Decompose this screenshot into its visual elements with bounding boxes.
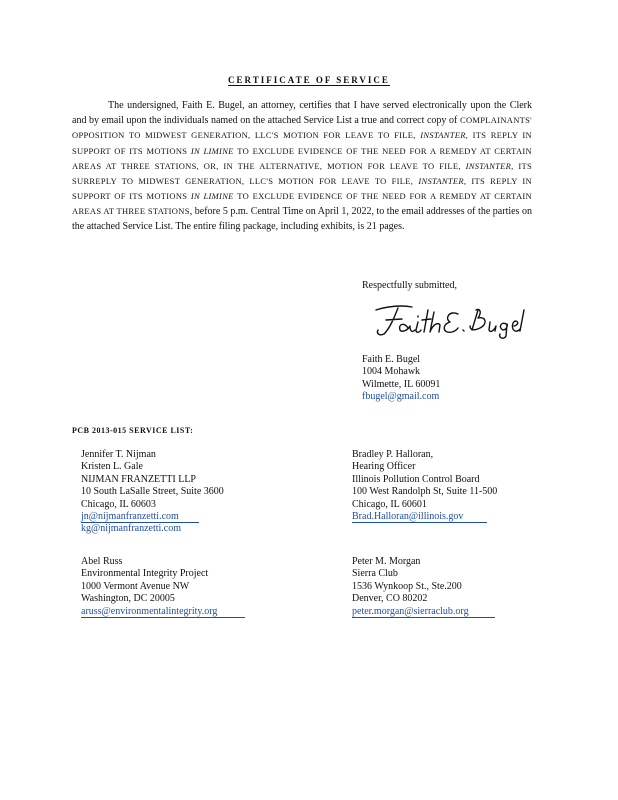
- sender-street: 1004 Mohawk: [362, 366, 421, 378]
- service-entry: [352, 556, 495, 618]
- sender-email-link[interactable]: fbugel@gmail.com: [362, 391, 440, 403]
- service-line: Bradley P. Halloran,: [352, 449, 434, 460]
- body-caps-6: TO EXCLUDE EVIDENCE OF THE NEED FOR A REMEDY AT CERTAIN AREAS AT THREE STATIONS: [72, 191, 532, 217]
- body-caps-1: COMPLAINANTS' OPPOSITION TO MIDWEST GENERATION, LLC'S MOTION FOR LEAVE TO FILE,: [72, 115, 533, 141]
- service-line: Jennifer T. Nijman: [81, 449, 156, 460]
- service-email-link[interactable]: peter.morgan@sierraclub.org: [352, 606, 495, 618]
- sender-address: [362, 354, 440, 404]
- body-italic-5: IN LIMINE: [190, 191, 234, 202]
- certificate-title: [0, 75, 618, 85]
- service-email-link[interactable]: jn@nijmanfranzetti.com: [81, 511, 199, 523]
- service-email-link[interactable]: aruss@environmentalintegrity.org: [81, 606, 245, 618]
- service-line: 100 West Randolph St, Suite 11-500: [352, 486, 498, 498]
- service-line: Sierra Club: [352, 568, 398, 580]
- body-caps-2: , ITS REPLY IN SUPPORT OF ITS MOTIONS: [72, 130, 532, 156]
- closing-phrase: Respectfully submitted,: [362, 280, 457, 291]
- service-line: NIJMAN FRANZETTI LLP: [81, 473, 196, 485]
- sender-city: Wilmette, IL 60091: [362, 378, 441, 390]
- service-line: 1536 Wynkoop St., Ste.200: [352, 580, 462, 592]
- body-caps-4: , ITS SURREPLY TO MIDWEST GENERATION, LLC'S MOTION FOR LEAVE TO FILE,: [72, 160, 533, 187]
- service-list-label: PCB 2013-015 SERVICE LIST:: [72, 426, 194, 435]
- service-line: Washington, DC 20005: [81, 593, 175, 605]
- body-caps-5: , ITS REPLY IN SUPPORT OF ITS MOTIONS: [72, 176, 532, 202]
- service-entry: [81, 556, 245, 618]
- service-line: Denver, CO 80202: [352, 593, 428, 605]
- service-email-link[interactable]: kg@nijmanfranzetti.com: [81, 523, 182, 535]
- body-italic-4: INSTANTER: [418, 176, 464, 187]
- body-intro: The undersigned, Faith E. Bugel, an attorney, certifies that I have served electronically upon the Clerk and by email upon the individuals named on the attached Service List a true and correct copy of: [72, 100, 532, 127]
- certificate-title-text: CERTIFICATE OF SERVICE: [228, 75, 390, 85]
- certificate-body: [72, 99, 532, 234]
- service-line: 10 South LaSalle Street, Suite 3600: [81, 486, 224, 498]
- service-line: Chicago, IL 60601: [352, 498, 427, 510]
- service-email-link[interactable]: Brad.Halloran@illinois.gov: [352, 511, 487, 523]
- service-line: Abel Russ: [81, 556, 123, 567]
- service-entry: [352, 449, 497, 523]
- service-line: Chicago, IL 60603: [81, 498, 156, 510]
- body-italic-2: IN LIMINE: [190, 145, 234, 156]
- service-line: Peter M. Morgan: [352, 556, 421, 567]
- service-line: Kristen L. Gale: [81, 461, 143, 473]
- body-italic-1: INSTANTER: [420, 130, 466, 141]
- sender-name: Faith E. Bugel: [362, 354, 421, 365]
- service-line: 1000 Vermont Avenue NW: [81, 580, 190, 592]
- service-line: Illinois Pollution Control Board: [352, 473, 480, 485]
- service-line: Environmental Integrity Project: [81, 568, 209, 580]
- body-caps-3: TO EXCLUDE EVIDENCE OF THE NEED FOR A REMEDY AT CERTAIN AREAS AT THREE STATIONS, OR, IN THE ALTERNATIVE, MOTION FOR LEAVE TO FILE,: [72, 145, 532, 171]
- service-line: Hearing Officer: [352, 461, 416, 473]
- service-entry: [81, 449, 224, 536]
- body-italic-3: INSTANTER: [465, 160, 512, 171]
- handwritten-signature: [368, 298, 528, 340]
- body-closing: , before 5 p.m. Central Time on April 1, 2022, to the email addresses of the parties on the attached Service List. The entire filing package, including exhibits, is 21 pages.: [72, 206, 532, 232]
